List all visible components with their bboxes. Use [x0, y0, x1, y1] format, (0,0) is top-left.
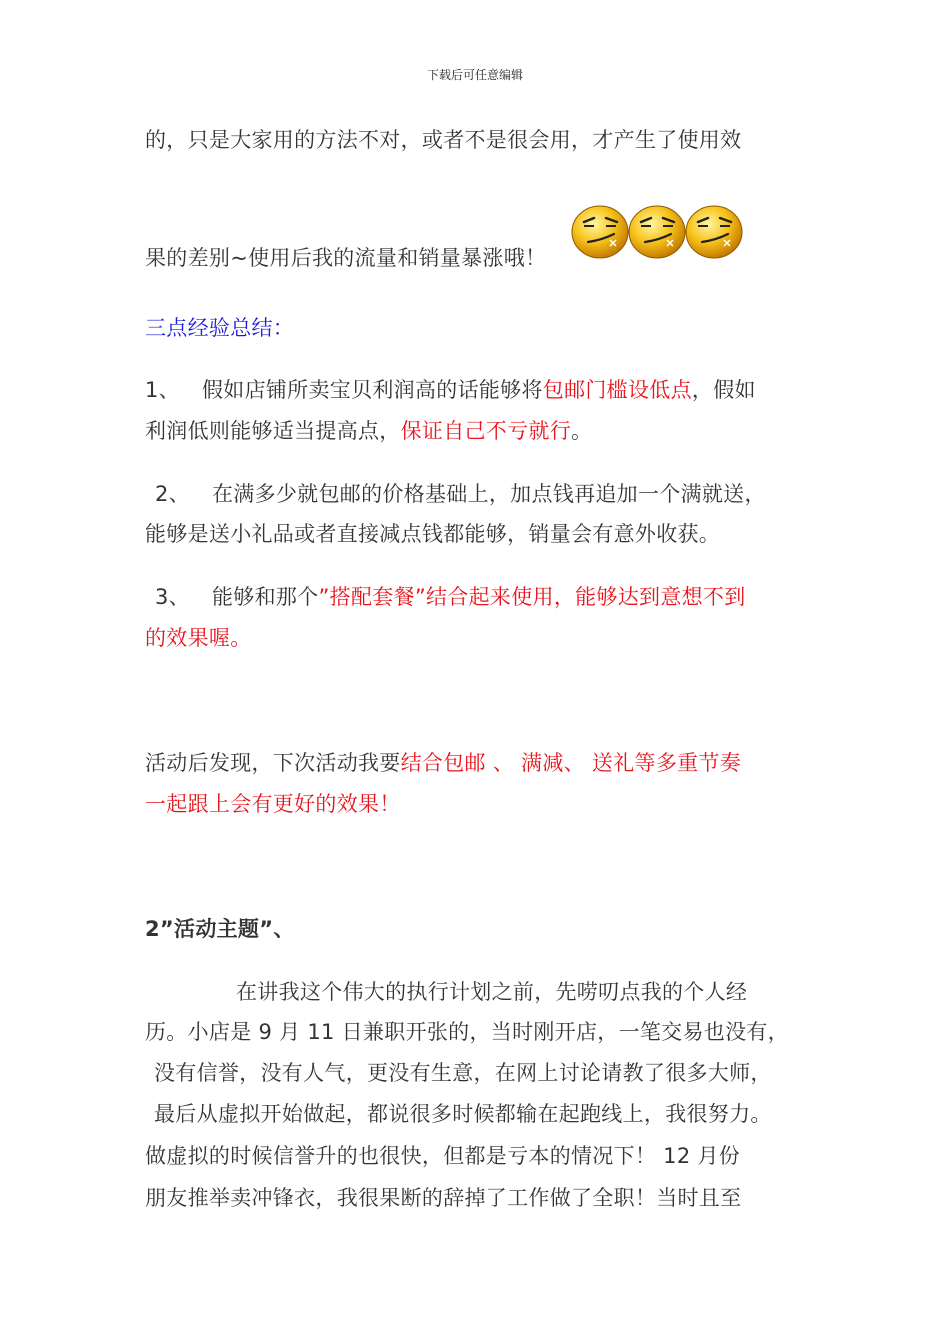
paragraph-line: 的，只是大家用的方法不对，或者不是很会用，才产生了使用效	[145, 128, 742, 152]
list-item-continued	[145, 415, 592, 445]
after-activity-line	[145, 747, 741, 777]
list-item-continued	[145, 518, 720, 548]
item-text: 能够是送小礼品或者直接减点钱都能够，销量会有意外收获。	[145, 522, 721, 546]
body-line: 没有信誉，没有人气，更没有生意，在网上讨论请教了很多大师，	[154, 1061, 772, 1085]
after-text: 活动后发现，下次活动我要	[145, 751, 401, 775]
body-line: 最后从虚拟开始做起，都说很多时候都输在起跑线上，我很努力。	[154, 1102, 772, 1126]
item-highlight: 保证自己不亏就行	[400, 419, 572, 443]
list-item-continued: 的效果喔。	[145, 626, 252, 650]
smirk-emoji-icon	[684, 196, 744, 260]
item-number: 1、	[145, 378, 180, 402]
item-text: 假如店铺所卖宝贝利润高的话能够将	[201, 378, 543, 402]
smirk-emoji-icon	[570, 196, 630, 260]
item-highlight: ”搭配套餐”结合起来使用，能够达到意想不到	[318, 585, 746, 609]
after-highlight: 结合包邮 、 满减、 送礼等多重节奏	[400, 751, 742, 775]
item-text: 在满多少就包邮的价格基础上，加点钱再追加一个满就送，	[211, 482, 766, 506]
body-line: 朋友推举卖冲锋衣，我很果断的辞掉了工作做了全职！当时且至	[145, 1186, 742, 1210]
body-line: 在讲我这个伟大的执行计划之前，先唠叨点我的个人经	[236, 980, 748, 1004]
paragraph-line: 果的差别~使用后我的流量和销量暴涨哦！	[145, 246, 547, 270]
list-item	[145, 478, 766, 508]
summary-title: 三点经验总结：	[145, 316, 295, 340]
item-number: 3、	[155, 585, 190, 609]
body-line: 做虚拟的时候信誉升的也很快，但都是亏本的情况下！ 12 月份	[145, 1144, 741, 1168]
item-highlight: 包邮门槛设低点	[542, 378, 692, 402]
section-heading: 2”活动主题”、	[145, 917, 295, 941]
item-text: 利润低则能够适当提高点，	[145, 419, 401, 443]
item-text: 。	[571, 419, 593, 443]
body-line: 历。小店是 9 月 11 日兼职开张的，当时刚开店，一笔交易也没有，	[145, 1020, 789, 1044]
item-number: 2、	[155, 482, 190, 506]
smirk-emoji-icon	[627, 196, 687, 260]
after-activity-line-2: 一起跟上会有更好的效果！	[145, 792, 401, 816]
item-text: 能够和那个	[211, 585, 319, 609]
list-item	[145, 374, 756, 404]
item-text: ，假如	[691, 378, 756, 402]
list-item	[145, 581, 746, 611]
page-header: 下载后可任意编辑	[426, 68, 523, 82]
